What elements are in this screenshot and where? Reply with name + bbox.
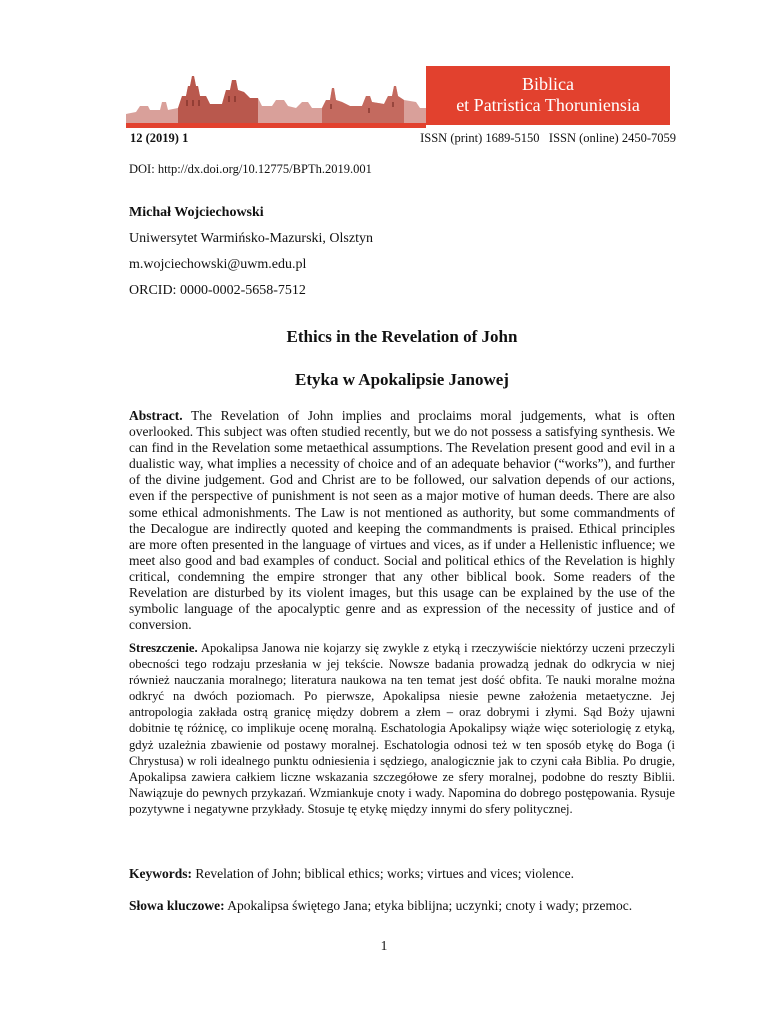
doi-link[interactable]: DOI: http://dx.doi.org/10.12775/BPTh.2019.001 — [129, 162, 372, 176]
journal-title-box — [426, 66, 670, 124]
issue-number: 12 (2019) 1 — [130, 131, 189, 145]
author-block — [129, 203, 373, 307]
abstract-text: The Revelation of John implies and proclaims moral judgements, what is often overlooked. This subject was often studied recently, but we do not possess a satisfying synthesis. We can find in the Revelation some metaethical assumptions. The Revelation present good and evil in a dualistic way, what implies a necessity of choice and of an adequate behavior (“works”), and further of the divine judgement. God and Christ are to be followed, our salvation depends of our actions, even if the perspective of punishment is not seen as a major motive of human deeds. There are also some ethical admonishments. The Law is not mentioned as authority, but some commandments of the Decalogue are indirectly quoted and keeping the commandments is praised. Ethical principles are more often presented in the language of virtues and vices, as if under a Hellenistic influence; we meet also good and bad examples of conduct. Social and political ethics of the Revelation is highly critical, condemning the empire stronger that any other biblical book. Some readers of the Revelation are disturbed by its violent images, but this usage can be explained by the use of the symbolic language of the apocalyptic genre and as expression of the necessity of justice and of conversion. — [129, 408, 675, 633]
keywords-text: Revelation of John; biblical ethics; works; virtues and vices; violence. — [195, 866, 575, 881]
title-polish: Etyka w Apokalipsie Janowej — [295, 370, 509, 389]
author-orcid[interactable]: ORCID: 0000-0002-5658-7512 — [129, 283, 306, 298]
journal-name-line2: et Patristica Thoruniensia — [456, 95, 640, 115]
city-skyline-illustration — [126, 66, 426, 128]
keywords-line — [129, 866, 675, 882]
header-rule — [126, 123, 670, 125]
title-english: Ethics in the Revelation of John — [286, 327, 518, 346]
abstract-label: Abstract. — [129, 408, 183, 423]
streszczenie-label: Streszczenie. — [129, 641, 198, 655]
page-number: 1 — [380, 938, 388, 953]
author-email[interactable]: m.wojciechowski@uwm.edu.pl — [129, 257, 307, 272]
streszczenie-paragraph — [129, 640, 675, 817]
abstract-paragraph — [129, 408, 675, 633]
author-name: Michał Wojciechowski — [129, 205, 264, 220]
journal-header — [126, 66, 670, 128]
issn-text: ISSN (print) 1689-5150 ISSN (online) 2450-7059 — [420, 131, 676, 145]
slowa-kluczowe-line — [129, 898, 675, 914]
slowa-text: Apokalipsa świętego Jana; etyka biblijna; uczynki; cnoty i wady; przemoc. — [227, 898, 633, 913]
author-affiliation: Uniwersytet Warmińsko-Mazurski, Olsztyn — [129, 231, 373, 246]
slowa-label: Słowa kluczowe: — [129, 898, 225, 913]
streszczenie-text: Apokalipsa Janowa nie kojarzy się zwykle z etyką i rzeczywiście niektórzy uczeni przeczyli obecności tego rodzaju przesłania w jej tekście. Nowsze badania prowadzą jednak do odkrycia w niej również nauczania moralnego; literatura naukowa na ten temat jest dość obfita. Te nauki moralne można odkryć na dwóch poziomach. Po pierwsze, Apokalipsa niesie pewne założenia metaetyczne. Jej antropologia zakłada ostrą granicę między dobrem a złem – oraz dobrymi i złymi. Sąd Boży ujawni dobitnie tę różnicę, co implikuje ocenę moralną. Eschatologia Apokalipsy wiąże więc soteriologię z etyką, gdyż uzależnia zbawienie od postawy moralnej. Eschatologia odnosi też w ten sposób etykę do Boga (i Chrystusa) w roli idealnego punktu odniesienia i sędziego, analogicznie jak to czyni cała Biblia. Po drugie, Apokalipsa zawiera całkiem liczne wskazania szczegółowe ze sfery moralnej, podobne do reszty Biblii. Nawiązuje do pewnych przykazań. Wzmiankuje cnoty i wady. Napomina do dobrego postępowania. Rysuje pozytywne i negatywne przykłady. Stosuje tę etykę między innymi do sfery politycznej. — [129, 641, 675, 816]
journal-name-line1: Biblica — [522, 74, 574, 94]
issue-row — [130, 131, 676, 146]
keywords-label: Keywords: — [129, 866, 192, 881]
